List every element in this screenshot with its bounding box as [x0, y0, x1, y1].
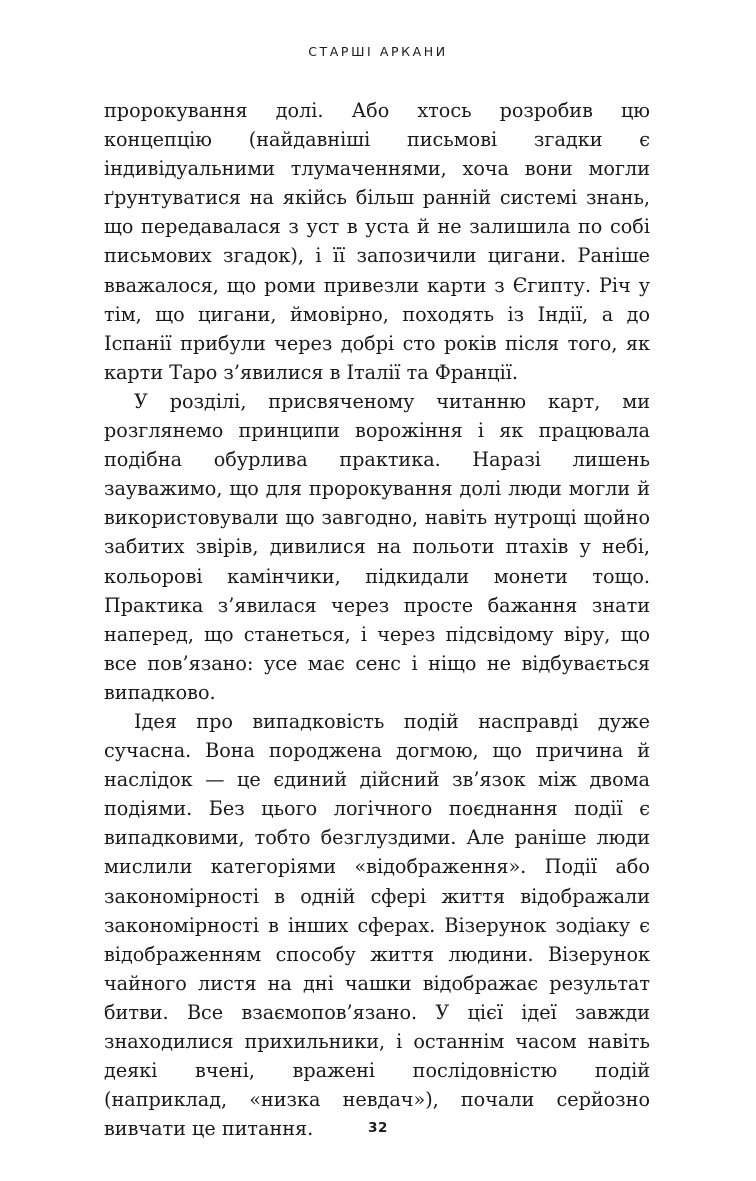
body-paragraph-3: Ідея про випадковість подій насправді дуже сучасна. Вона породжена догмою, що причина й наслідок — це єдиний дійсний зв’язок між двома подіями. Без цього логічного поєднання події є випадковими, тобто безглуздими. Але раніше люди мислили категоріями «відображення». Події або закономірності в одній сфері життя відображали закономірності в інших сферах. Візерунок зодіаку є відображенням способу життя людини. Візерунок чайного листя на дні чашки відображає результат битви. Все взаємопов’язано. У цієї ідеї завжди знаходилися прихильники, і останнім часом навіть деякі вчені, вражені послідовністю подій (наприклад, «низка невдач»), почали серйозно вивчати це питання.	[104, 709, 650, 1141]
page-body-text	[104, 96, 650, 1143]
body-paragraph-1: пророкування долі. Або хтось розробив цю концепцію (найдавніші письмові згадки є індивідуальними тлумаченнями, хоча вони могли ґрунтуватися на якійсь більш ранній системі знань, що передавалася з уст в уста й не залишила по собі письмових згадок), і її запозичили цигани. Раніше вважалося, що роми привезли карти з Єгипту. Річ у тім, що цигани, ймовірно, походять із Індії, а до Іспанії прибули через добрі сто років після того, як карти Таро з’явилися в Італії та Франції.	[104, 99, 650, 384]
running-header: СТАРШІ АРКАНИ	[308, 44, 448, 59]
body-paragraph-2: У розділі, присвяченому читанню карт, ми розглянемо принципи ворожіння і як працювала подібна обурлива практика. Наразі лишень зауважимо, що для пророкування долі люди могли й використовували що завгодно, навіть нутрощі щойно забитих звірів, дивилися на польоти птахів у небі, кольорові камінчики, підкидали монети тощо. Практика з’явилася через просте бажання знати наперед, що станеться, і через підсвідому віру, що все пов’язано: усе має сенс і ніщо не відбувається випадково.	[104, 389, 650, 704]
page-number: 32	[368, 1120, 388, 1136]
